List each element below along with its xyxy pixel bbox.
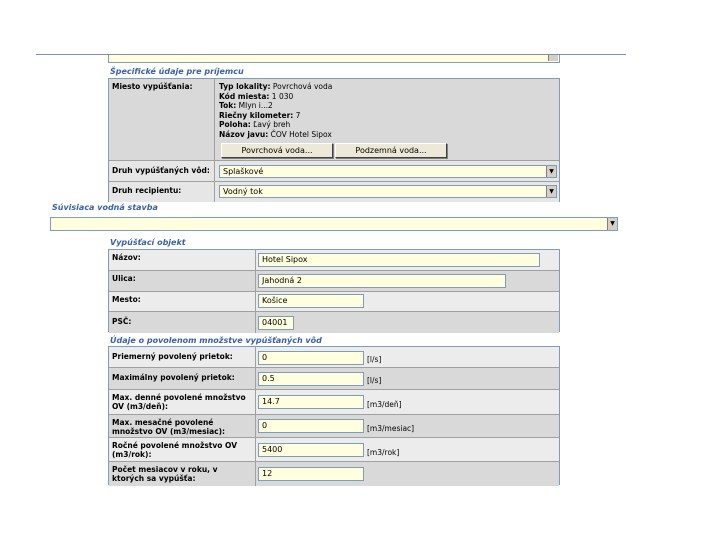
max-monthly-row [109,415,559,438]
discharge-location-row [109,79,559,161]
object-section-title: Vypúšťací objekt [110,238,186,247]
object-name-input[interactable]: Hotel Sipox [258,253,540,267]
wastewater-type-select[interactable]: Splaškové ▼ [219,165,557,178]
avg-flow-unit: [l/s] [367,355,382,364]
discharge-location-label: Miesto vypúšťania: [112,82,193,91]
max-flow-unit: [l/s] [367,376,382,385]
yearly-input[interactable]: 5400 [258,443,364,457]
scrollbar-stub[interactable] [548,55,558,61]
months-input[interactable]: 12 [258,467,364,481]
specific-data-table [108,78,560,202]
dropdown-arrow-icon[interactable]: ▼ [546,166,556,177]
object-zip-label: PSČ: [112,317,132,326]
dropdown-arrow-icon[interactable]: ▼ [607,218,617,230]
surface-water-button[interactable]: Povrchová voda... [221,143,333,158]
discharge-location-info [219,82,332,139]
max-monthly-input[interactable]: 0 [258,419,364,433]
object-name-label: Názov: [112,253,141,262]
object-city-input[interactable]: Košice [258,294,364,308]
info-line: Tok: Mlyn i...2 [219,101,273,110]
object-zip-row [109,312,559,333]
info-line: Názov javu: ČOV Hotel Sipox [219,129,332,139]
previous-field-stub[interactable] [108,55,560,63]
amounts-section-title: Údaje o povolenom množstve vypúšťaných vôd [110,336,322,345]
wastewater-type-label: Druh vypúšťaných vôd: [112,166,210,175]
discharge-object-table [108,249,560,332]
max-flow-label: Maximálny povolený prietok: [112,373,235,382]
yearly-unit: [m3/rok] [367,448,400,457]
max-flow-row [109,368,559,390]
ground-water-button[interactable]: Podzemná voda... [335,143,447,158]
max-monthly-unit: [m3/mesiac] [367,424,415,433]
max-daily-unit: [m3/deň] [367,400,402,409]
info-line: Poloha: Ľavý breh [219,120,291,129]
avg-flow-label: Priemerný povolený prietok: [112,352,233,361]
months-row [109,462,559,486]
wastewater-type-row [109,161,559,182]
info-line: Kód miesta: 1 030 [219,91,294,101]
avg-flow-input[interactable]: 0 [258,351,364,365]
yearly-label: Ročné povolené množstvo OV (m3/rok): [112,441,238,459]
object-name-row [109,250,559,271]
info-line: Riečny kilometer: 7 [219,110,301,120]
recipient-type-select[interactable]: Vodný tok ▼ [219,185,557,198]
dropdown-arrow-icon[interactable]: ▼ [546,186,556,197]
max-daily-input[interactable]: 14.7 [258,395,364,409]
object-street-label: Ulica: [112,274,136,283]
max-daily-row [109,390,559,415]
object-street-row [109,271,559,292]
authority-section-title: Súvisiaca vodná stavba [52,203,158,212]
object-city-label: Mesto: [112,295,141,304]
object-city-row [109,292,559,312]
recipient-type-label: Druh recipientu: [112,186,182,195]
info-line: Typ lokality: Povrchová voda [219,82,333,91]
max-flow-input[interactable]: 0.5 [258,372,364,386]
object-street-input[interactable]: Jahodná 2 [258,274,506,288]
max-daily-label: Max. denné povolené množstvo OV (m3/deň): [112,393,246,411]
object-zip-input[interactable]: 04001 [258,316,294,330]
water-structure-select[interactable] [50,217,618,231]
recipient-type-row [109,182,559,202]
specific-section-title: Špecifické údaje pre príjemcu [110,67,244,76]
permitted-amounts-table [108,346,560,485]
avg-flow-row [109,347,559,368]
months-label: Počet mesiacov v roku, v ktorých sa vypúšťa: [112,465,218,483]
yearly-row [109,438,559,462]
max-monthly-label: Max. mesačné povolené množstvo OV (m3/mesiac): [112,418,226,436]
